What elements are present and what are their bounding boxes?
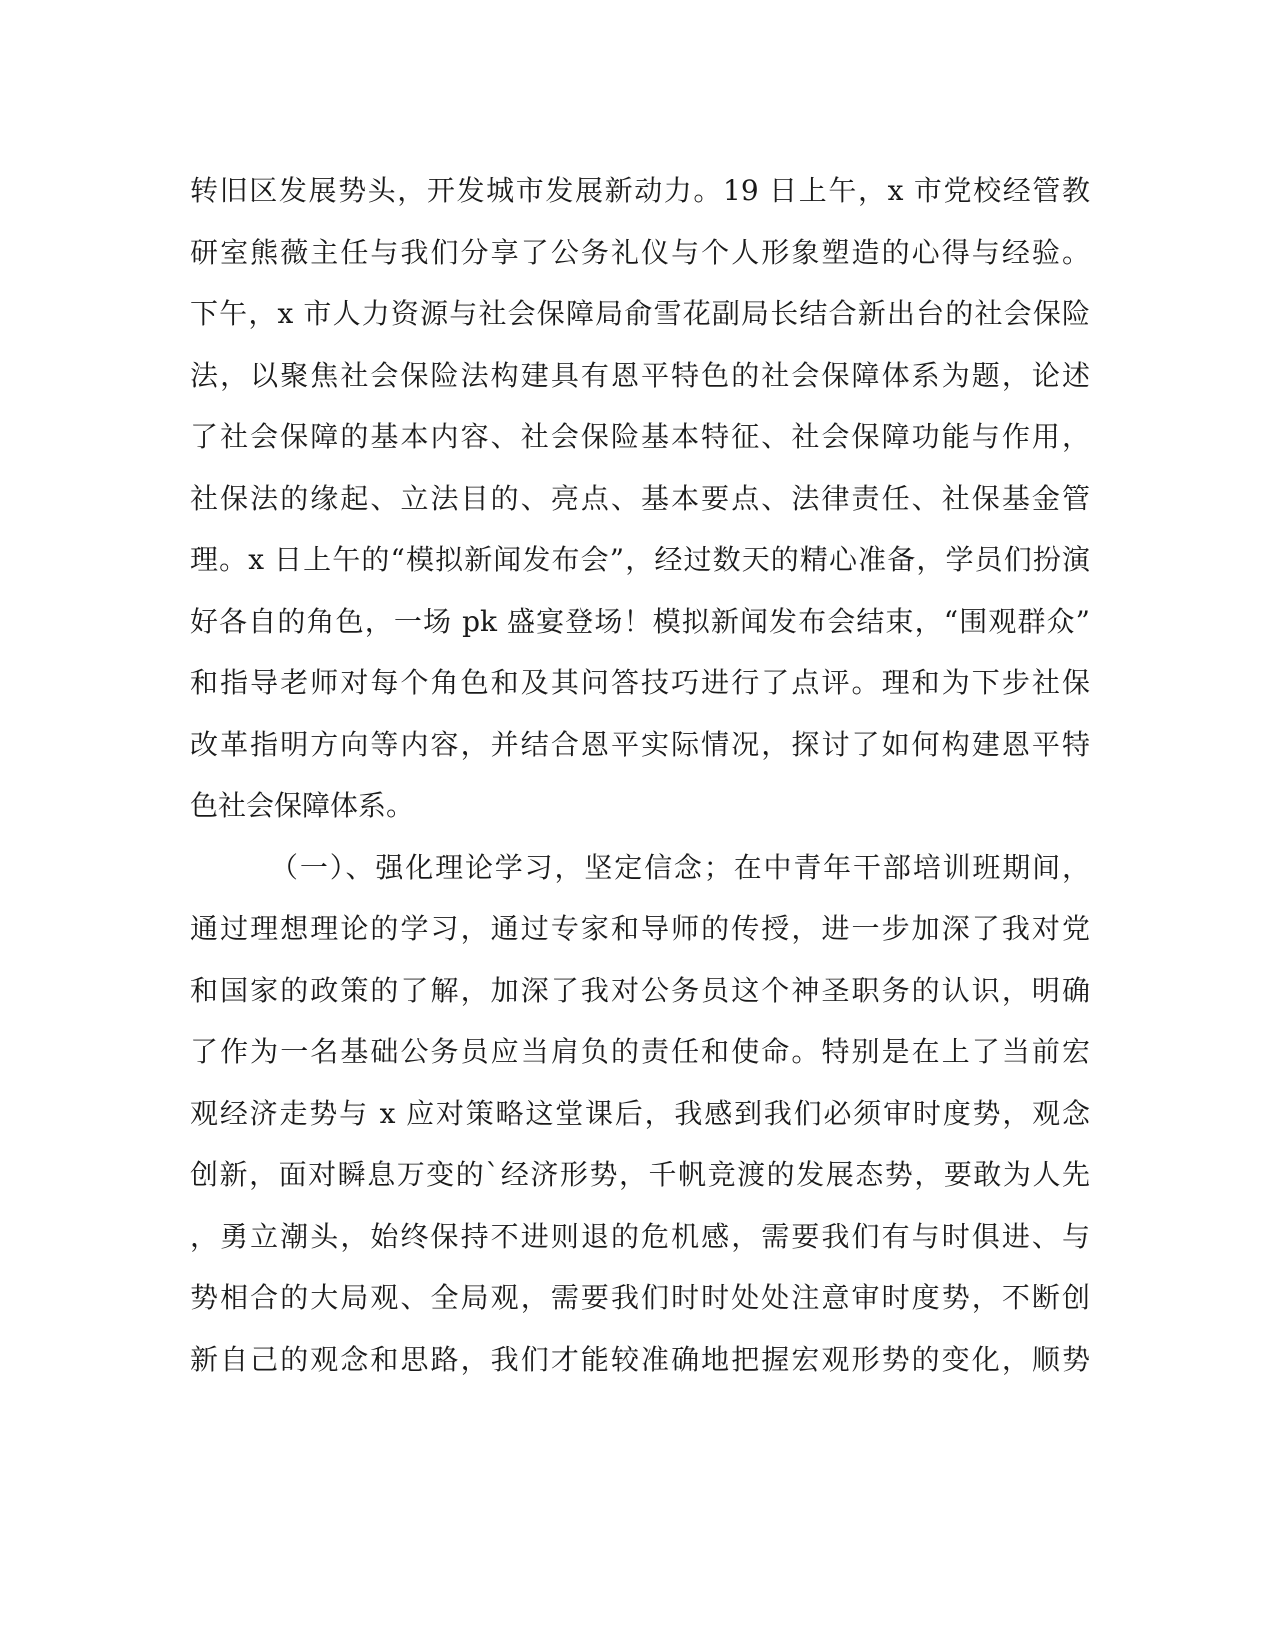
text-line: 通过理想理论的学习，通过专家和导师的传授，进一步加深了我对党 bbox=[190, 912, 1090, 945]
text-line: 新自己的观念和思路，我们才能较准确地把握宏观形势的变化，顺势 bbox=[190, 1342, 1090, 1376]
text-line: 转旧区发展势头，开发城市发展新动力。19 日上午，x 市党校经管教 bbox=[190, 174, 1090, 207]
paragraph-2 bbox=[190, 837, 1090, 1391]
paragraph-1 bbox=[190, 160, 1090, 837]
text-line: 下午，x 市人力资源与社会保障局俞雪花副局长结合新出台的社会保险 bbox=[190, 297, 1090, 330]
document-body bbox=[190, 160, 1090, 1390]
text-line: 观经济走势与 x 应对策略这堂课后，我感到我们必须审时度势，观念 bbox=[190, 1096, 1090, 1130]
text-line: 势相合的大局观、全局观，需要我们时时处处注意审时度势，不断创 bbox=[190, 1281, 1090, 1314]
text-line: 改革指明方向等内容，并结合恩平实际情况，探讨了如何构建恩平特 bbox=[190, 727, 1090, 761]
text-line: 社保法的缘起、立法目的、亮点、基本要点、法律责任、社保基金管 bbox=[190, 481, 1090, 515]
text-line: 和国家的政策的了解，加深了我对公务员这个神圣职务的认识，明确 bbox=[190, 973, 1090, 1007]
text-line: 和指导老师对每个角色和及其问答技巧进行了点评。理和为下步社保 bbox=[190, 666, 1090, 699]
text-line: 好各自的角色，一场 pk 盛宴登场！模拟新闻发布会结束，“围观群众” bbox=[190, 604, 1090, 638]
text-line: 理。x 日上午的“模拟新闻发布会”，经过数天的精心准备，学员们扮演 bbox=[190, 543, 1090, 576]
text-line: 了社会保障的基本内容、社会保险基本特征、社会保障功能与作用， bbox=[190, 420, 1090, 453]
text-line: 色社会保障体系。 bbox=[190, 789, 415, 822]
text-line: 创新，面对瞬息万变的`经济形势，千帆竞渡的发展态势，要敢为人先 bbox=[190, 1158, 1090, 1191]
text-line: （一）、强化理论学习，坚定信念；在中青年干部培训班期间， bbox=[270, 850, 1090, 884]
text-line: 研室熊薇主任与我们分享了公务礼仪与个人形象塑造的心得与经验。 bbox=[190, 235, 1090, 269]
text-line: ，勇立潮头，始终保持不进则退的危机感，需要我们有与时俱进、与 bbox=[190, 1219, 1090, 1253]
text-line: 法，以聚焦社会保险法构建具有恩平特色的社会保障体系为题，论述 bbox=[190, 358, 1090, 392]
text-line: 了作为一名基础公务员应当肩负的责任和使命。特别是在上了当前宏 bbox=[190, 1035, 1090, 1068]
